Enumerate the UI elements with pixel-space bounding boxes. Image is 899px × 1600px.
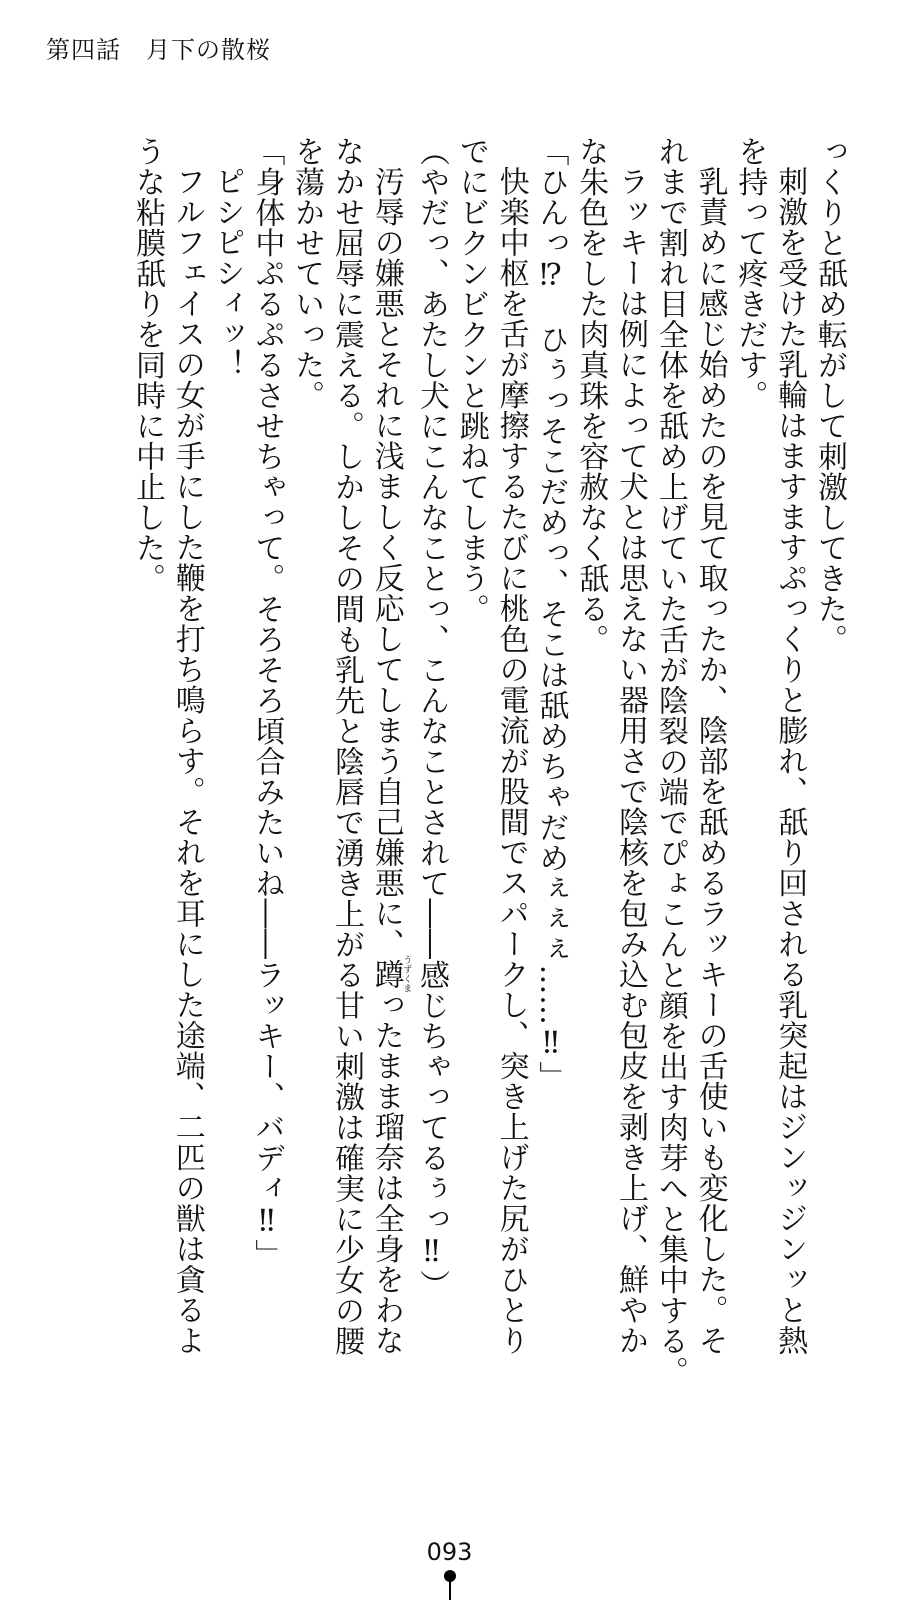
chapter-header: 第四話 月下の散桜 [46,36,271,64]
ruby-reading: うずくま [401,955,412,994]
text-line: っくりと舐め転がして刺激してきた。 [812,136,847,655]
text-line [366,136,412,1356]
ruby-word [368,955,412,994]
text-segment: ったまま瑠奈は全身をわな [368,989,404,1356]
text-line: うな粘膜舐りを同時に中止した。 [129,136,165,594]
text-line: 乳責めに感じ始めたのを見て取ったか、陰部を舐めるラッキーの舌使いも変化した。そ [692,166,728,1356]
text-line: なかせ屈辱に震える。しかしその間も乳先と陰唇で湧き上がる甘い刺激は確実に少女の腰 [328,136,364,1356]
text-line: （やだっ、あたし犬にこんなことっ、こんなことされて――感じちゃってるぅっ‼） [414,136,450,1300]
folio-stem [449,1580,451,1600]
text-line: を蕩かせていった。 [289,136,325,411]
text-line: 快楽中枢を舌が摩擦するたびに桃色の電流が股間でスパークし、突き上げた尻がひとり [493,166,529,1356]
ruby-base: 蹲 [368,955,404,994]
text-line: 「身体中ぷるぷるさせちゃって。そろそろ頃合みたいね――ラッキー、バディ‼」 [249,136,285,1270]
text-line: 刺激を受けた乳輪はますますぷっくりと膨れ、舐り回される乳突起はジンッジンッと熱 [772,166,808,1356]
page-number: 093 [426,1538,473,1566]
text-segment: 汚辱の嫌悪とそれに浅ましく反応してしまう自己嫌悪に、 [368,166,404,959]
text-line: な朱色をした肉真珠を容赦なく舐る。 [573,136,609,655]
text-line: でにビクンビクンと跳ねてしまう。 [453,136,489,624]
text-line: を持って疼きだす。 [732,136,768,411]
text-line: ラッキーは例によって犬とは思えない器用さで陰核を包み込む包皮を剥き上げ、鮮やか [613,166,649,1356]
text-line: れまで割れ目全体を舐め上げていた舌が陰裂の端でぴょこんと顔を出す肉芽へと集中する。 [652,136,688,1387]
body-text [127,136,849,1387]
text-line: フルフェイスの女が手にした鞭を打ち鳴らす。それを耳にした途端、二匹の獣は貪るよ [169,166,205,1356]
text-line: ピシピシィッ！ [209,166,245,380]
folio-ornament [444,1570,456,1600]
text-line: 「ひんっ⁉ ひぅっそこだめっ、そこは舐めちゃだめぇぇぇ……‼」 [533,136,569,1092]
